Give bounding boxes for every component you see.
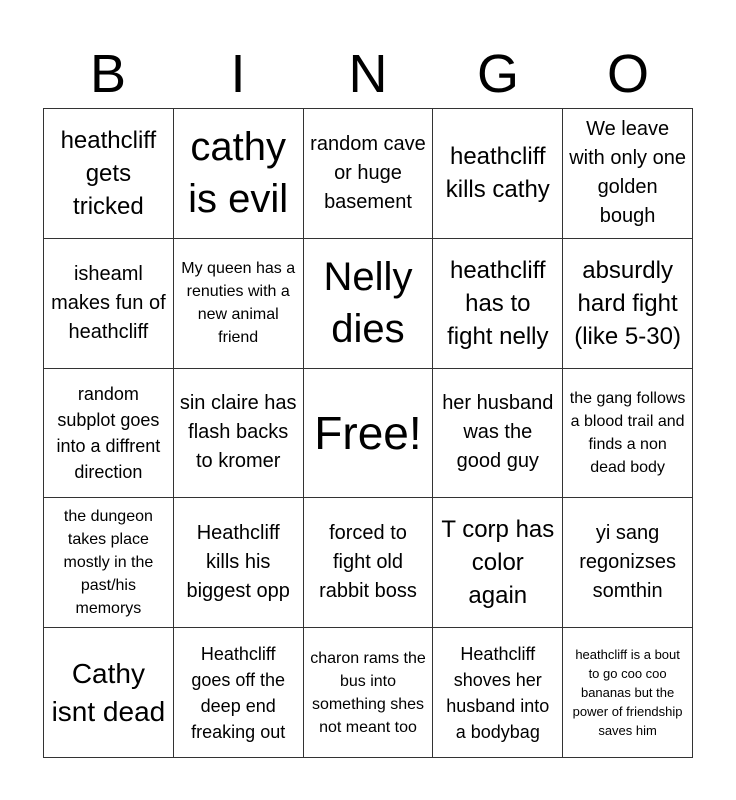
bingo-cell[interactable] <box>44 369 174 499</box>
bingo-cell[interactable] <box>174 109 304 239</box>
bingo-cell[interactable] <box>433 498 563 628</box>
header-letter-n: N <box>348 44 388 104</box>
bingo-cell[interactable] <box>44 628 174 758</box>
cell-text: absurdly hard fight (like 5-30) <box>574 256 681 350</box>
cell-text: charon rams the bus into something shes not meant too <box>310 649 426 736</box>
cell-text: random cave or huge basement <box>310 132 426 213</box>
header-letter-b: B <box>89 44 127 104</box>
bingo-cell[interactable] <box>44 239 174 369</box>
cell-text: Nelly dies <box>323 255 413 352</box>
bingo-cell[interactable] <box>563 498 693 628</box>
cell-text: Heathcliff kills his biggest opp <box>186 522 290 603</box>
bingo-cell[interactable] <box>433 369 563 499</box>
header-letter-i: I <box>230 44 246 104</box>
cell-text: forced to fight old rabbit boss <box>319 522 417 603</box>
bingo-cell[interactable] <box>174 239 304 369</box>
bingo-cell[interactable] <box>563 369 693 499</box>
bingo-cell[interactable] <box>44 109 174 239</box>
bingo-cell[interactable] <box>304 628 434 758</box>
bingo-cell[interactable] <box>174 628 304 758</box>
bingo-cell[interactable] <box>563 239 693 369</box>
cell-text: heathcliff has to fight nelly <box>447 256 549 350</box>
bingo-cell[interactable] <box>304 109 434 239</box>
cell-text: yi sang regonizses somthin <box>579 522 676 603</box>
bingo-cell[interactable] <box>433 239 563 369</box>
cell-text: the gang follows a blood trail and finds a non dead body <box>569 389 686 476</box>
cell-text: the dungeon takes place mostly in the past/his memorys <box>63 508 154 618</box>
cell-text: heathcliff kills cathy <box>445 143 550 204</box>
free-space-text: Free! <box>314 406 422 459</box>
header-letter-g: G <box>476 44 519 104</box>
bingo-cell[interactable] <box>433 628 563 758</box>
bingo-cell[interactable] <box>44 498 174 628</box>
bingo-cell[interactable] <box>174 498 304 628</box>
bingo-cell[interactable] <box>304 239 434 369</box>
bingo-cell[interactable] <box>563 109 693 239</box>
bingo-cell[interactable] <box>174 369 304 499</box>
cell-text: heathcliff is a bout to go coo coo bananas but the power of friendship saves him <box>572 647 683 739</box>
header-letter-o: O <box>606 44 649 104</box>
cell-text: We leave with only one golden bough <box>569 118 686 228</box>
cell-text: Heathcliff shoves her husband into a bodybag <box>446 643 550 742</box>
cell-text: My queen has a renuties with a new animal friend <box>181 260 296 347</box>
cell-text: Heathcliff goes off the deep end freaking out <box>191 643 286 742</box>
cell-text: heathcliff gets tricked <box>60 126 157 220</box>
bingo-cell[interactable] <box>304 498 434 628</box>
bingo-cell[interactable] <box>433 109 563 239</box>
cell-text: isheaml makes fun of heathcliff <box>51 262 166 343</box>
bingo-cell[interactable] <box>563 628 693 758</box>
cell-text: T corp has color again <box>441 516 555 610</box>
bingo-grid <box>43 108 693 758</box>
bingo-free-cell[interactable] <box>304 369 434 499</box>
cell-text: her husband was the good guy <box>442 392 554 473</box>
cell-text: Cathy isnt dead <box>51 657 166 727</box>
bingo-header <box>43 40 693 108</box>
cell-text: cathy is evil <box>188 125 289 222</box>
cell-text: random subplot goes into a diffrent direction <box>56 383 161 482</box>
cell-text: sin claire has flash backs to kromer <box>179 392 297 473</box>
